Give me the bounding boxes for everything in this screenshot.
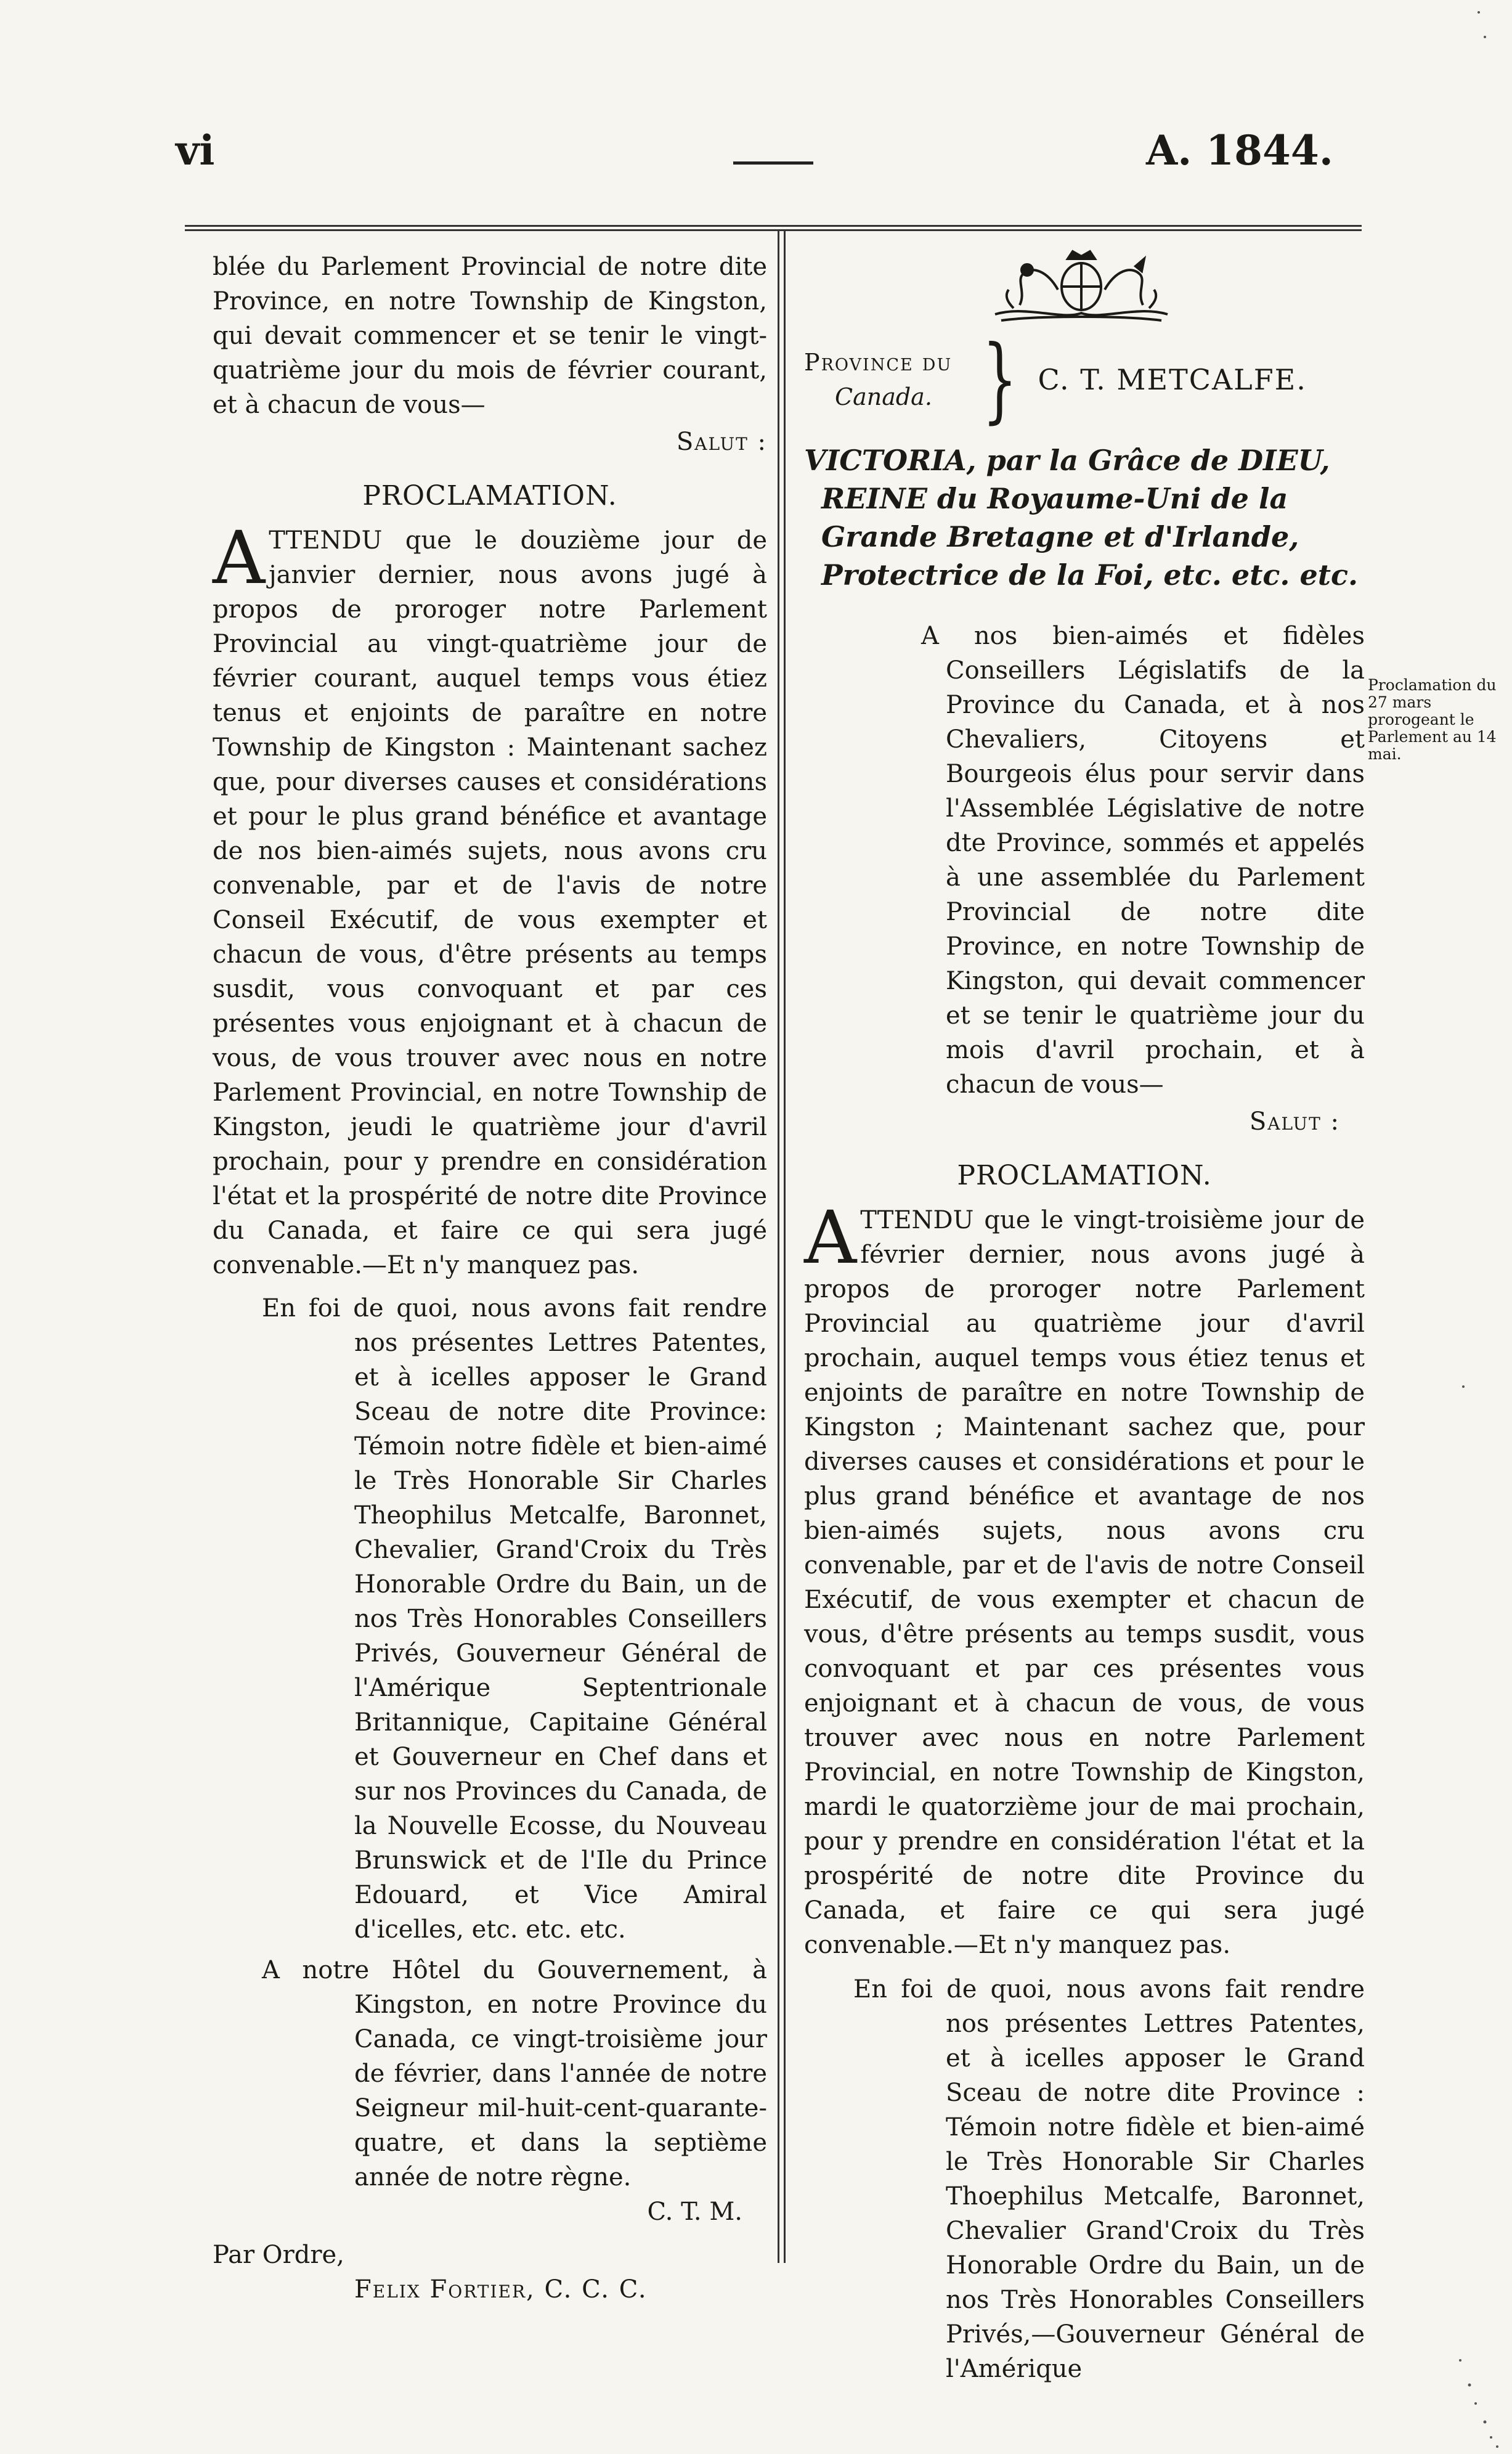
right-address: A nos bien-aimés et fidèles Conseillers Législatifs de la Province du Canada, et à nos Chevaliers, Citoyens et Bourgeois élus pour servir dans l'Assemblée Législative de notre dte Province, sommés et appelés à une assemblée du Parlement Provincial de notre dite Province, en notre Township de Kingston, qui devait commencer et se tenir le quatrième jour du mois d'avril prochain, et à chacun de vous— — [921, 622, 1365, 1099]
left-body-text: TTENDU que le douzième jour de janvier dernier, nous avons jugé à propos de proroger notre Parlement Provincial au vingt-quatrième jour de février courant, auquel temps vous étiez tenus et enjoints de paraître en notre Township de Kingston : Maintenant sachez que, pour diverses causes et considérations et pour le plus grand bénéfice et avantage de nos bien-aimés sujets, nous avons cru convenable, par et de l'avis de notre Conseil Exécutif, de vous exempter et chacun de vous, d'être présents au temps susdit, vous convoquant et par ces présentes vous enjoignant et à chacun de vous, de vous trouver avec nous en notre Parlement Provincial, en notre Township de Kingston, jeudi le quatrième jour d'avril prochain, pour y prendre en considération l'état et la prospérité de notre dite Province du Canada, et faire ce qui sera jugé convenable.—Et n'y manquez pas. — [213, 526, 767, 1279]
page-edge-speckles — [1442, 0, 1510, 2454]
right-proclamation-title: PROCLAMATION. — [957, 1160, 1212, 1191]
right-column — [804, 228, 1365, 2386]
left-by-order: Par Ordre, — [213, 2241, 344, 2269]
right-proclamation-body — [804, 1195, 1365, 1962]
page-number: vi — [176, 126, 215, 174]
right-witness-clause: En foi de quoi, nous avons fait rendre nos présentes Lettres Patentes, et à icelles apposer le Grand Sceau de notre dite Province : Témoin notre fidèle et bien-aimé le Très Honorable Sir Charles Thoephilus Metcalfe, Baronnet, Chevalier Grand'Croix du Très Honorable Ordre du Bain, un de nos Très Honorables Conseillers Privés,—Gouverneur Général de l'Amérique — [853, 1975, 1365, 2383]
right-dropcap: A — [804, 1195, 857, 1280]
left-salut: Salut : — [676, 428, 767, 456]
victoria-title: VICTORIA, par la Grâce de DIEU, REINE du Royaume-Uni de la Grande Bretagne et d'Irlande, Protectrice de la Foi, etc. etc. etc. — [804, 444, 1358, 592]
left-initials: C. T. M. — [647, 2198, 742, 2226]
left-intro: blée du Parlement Provincial de notre dite Province, en notre Township de Kingston, qui devait commencer et se tenir le vingt-quatrième jour du mois de février courant, et à chacun de vous— — [213, 253, 767, 419]
column-divider-right — [784, 229, 786, 2263]
header-rule-top — [185, 225, 1362, 227]
left-proclamation-body — [213, 515, 767, 1282]
province-header — [804, 326, 1365, 433]
right-body-text: TTENDU que le vingt-troisième jour de février dernier, nous avons jugé à propos de proroger notre Parlement Provincial au quatrième jour d'avril prochain, auquel temps vous étiez tenus et enjoints de paraître en notre Township de Kingston ; Maintenant sachez que, pour diverses causes et considérations et pour le plus grand bénéfice et avantage de nos bien-aimés sujets, nous avons cru convenable, par et de l'avis de notre Conseil Exécutif, de vous exempter et chacun de vous, d'être présents au temps susdit, vous convoquant et par ces présentes vous enjoignant et à chacun de vous, de vous trouver avec nous en notre Parlement Provincial, en notre Township de Kingston, mardi le quatorzième jour de mai prochain, pour y prendre en considération l'état et la prospérité de notre dite Province du Canada, et faire ce qui sera jugé convenable.—Et n'y manquez pas. — [804, 1206, 1365, 1959]
header-dash — [733, 161, 813, 165]
curly-brace-icon: } — [982, 326, 1018, 433]
left-dropcap: A — [213, 515, 266, 600]
governor-name: C. T. METCALFE. — [1038, 363, 1307, 396]
left-proclamation-title: PROCLAMATION. — [362, 480, 617, 512]
right-salut: Salut : — [1249, 1107, 1340, 1136]
column-divider-left — [778, 229, 779, 2263]
left-given-at-clause: A notre Hôtel du Gouvernement, à Kingston, en notre Province du Canada, ce vingt-troisième jour de février, dans l'année de notre Seigneur mil-huit-cent-quarante-quatre, et dans la septième année de notre règne. — [262, 1956, 767, 2191]
margin-note: Proclamation du 27 mars prorogeant le Parlement au 14 mai. — [1368, 676, 1497, 763]
province-label: Province du — [804, 349, 953, 376]
left-signature: Felix Fortier, C. C. C. — [354, 2275, 648, 2304]
province-label-block — [804, 345, 970, 414]
province-name: Canada. — [835, 383, 932, 410]
page-year: A. 1844. — [1146, 126, 1333, 174]
left-column — [213, 250, 767, 2307]
left-witness-clause: En foi de quoi, nous avons fait rendre nos présentes Lettres Patentes, et à icelles apposer le Grand Sceau de notre dite Province: Témoin notre fidèle et bien-aimé le Très Honorable Sir Charles Theophilus Metcalfe, Baronnet, Chevalier, Grand'Croix du Très Honorable Ordre du Bain, un de nos Très Honorables Conseillers Privés, Gouverneur Général de l'Amérique Septentrionale Britannique, Capitaine Général et Gouverneur en Chef dans et sur nos Provinces du Canada, de la Nouvelle Ecosse, du Nouveau Brunswick et de l'Ile du Prince Edouard, et Vice Amiral d'icelles, etc. etc. etc. — [262, 1294, 767, 1944]
royal-coat-of-arms-icon — [989, 247, 1174, 327]
